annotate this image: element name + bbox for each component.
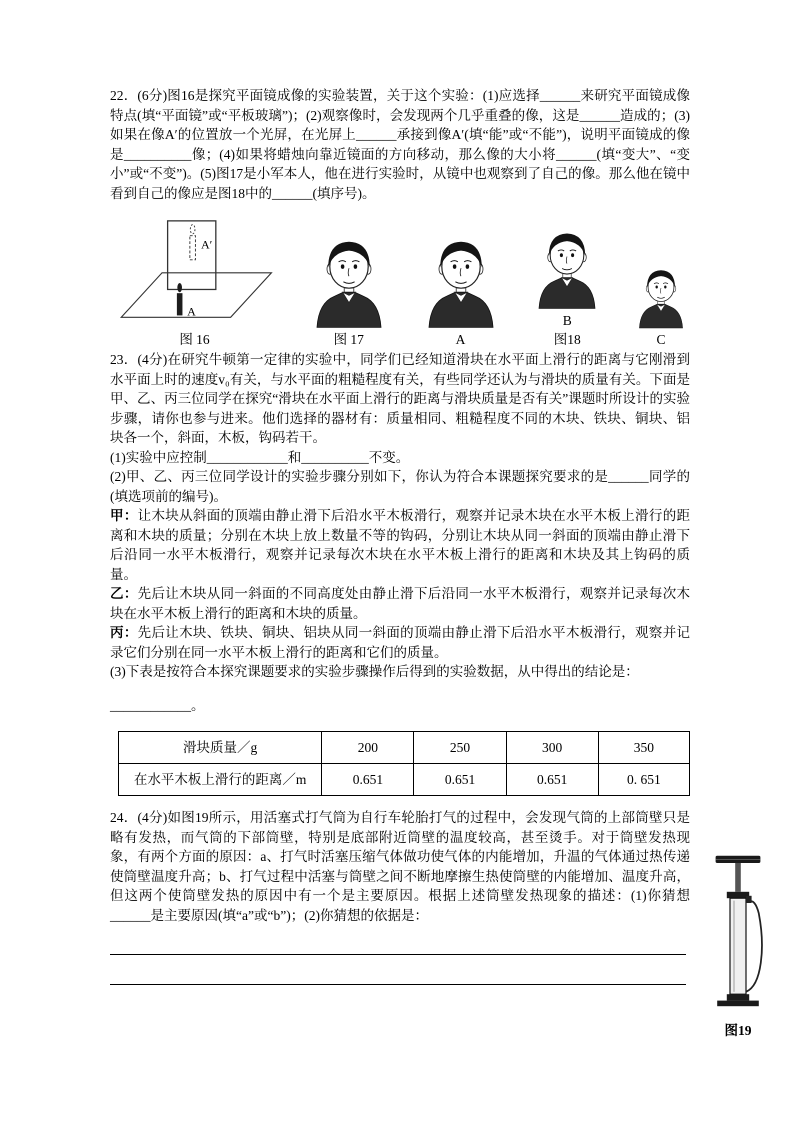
table-cell-mass-label: 滑块质量／g — [119, 732, 322, 764]
figure-16-caption: 图 16 — [179, 332, 210, 347]
step-bing-text: 先后让木块、铁块、铜块、铝块从同一斜面的顶端由静止滑下后沿水平木板滑行，观察并记录它们分别在同一水平木板上滑行的距离和它们的质量。 — [110, 625, 691, 660]
face-a-label: A — [455, 332, 466, 347]
table-cell: 300 — [506, 732, 598, 764]
figure-17-caption: 图 17 — [333, 332, 364, 347]
table-cell: 0.651 — [506, 764, 598, 796]
answer-line — [110, 955, 686, 985]
experiment-data-table — [118, 731, 690, 796]
figure-16 — [112, 211, 277, 348]
face-c-label: C — [656, 332, 666, 347]
fig16-object-candle-label: A — [187, 304, 196, 319]
step-jia-label: 甲： — [110, 508, 138, 523]
figure-19 — [698, 850, 778, 1039]
figure-18-face-b — [532, 229, 602, 348]
table-cell-distance-label: 在水平木板上滑行的距离／m — [119, 764, 322, 796]
question-23-intro: 23．(4分)在研究牛顿第一定律的实验中，同学们已经知道滑块在水平面上滑行的距离与它刚滑到水平面上时的速度v₀有关，与水平面的粗糙程度有关，有些同学还认为与滑块的质量有关。下面是甲、乙、丙三位同学在探究“滑块在水平面上滑行的距离与滑块质量是否有关”课题时所设计的实验步骤，请你也参与进来。他们选择的器材有：质量相同、粗糙程度不同的木块、铁块、铜块、铝块各一个，斜面，木板，钩码若干。 — [110, 352, 690, 445]
table-cell: 0.651 — [414, 764, 506, 796]
figure-18-face-a — [421, 237, 501, 348]
step-jia-text: 让木块从斜面的顶端由静止滑下后沿水平木板滑行，观察并记录木块在水平木板上滑行的距离和木块的质量；分别在木块上放上数量不等的钩码，分别让木块从同一斜面的顶端由静止滑下后沿同一水平木板滑行，观察并记录每次木块在水平木板上滑行的距离和木块及其上钩码的质量。 — [110, 508, 691, 582]
step-yi-label: 乙： — [110, 586, 138, 601]
figure-19-pump — [706, 850, 770, 1020]
content-column — [110, 86, 690, 985]
face-a-boy — [421, 237, 501, 329]
answer-line — [110, 925, 686, 955]
table-cell: 0. 651 — [598, 764, 689, 796]
step-bing-label: 丙： — [110, 625, 138, 640]
question-23-item1: (1)实验中应控制____________和__________不变。 — [110, 449, 410, 465]
question-24-text: 24．(4分)如图19所示，用活塞式打气筒为自行车轮胎打气的过程中，会发现气筒的上部筒壁只是略有发热，而气筒的下部筒壁，特别是底部附近筒壁的温度较高，甚至烫手。对于筒壁发热现象，有两个方面的原因：a、打气时活塞压缩气体做功使气体的内能增加，升温的气体通过热传递使筒壁温度升高；b、打气过程中活塞与筒壁之间不断地摩擦生热使筒壁的内能增加、温度升高，但这两个使筒壁发热的原因中有一个是主要原因。根据上述筒壁发热现象的描述：(1)你猜想______是主要原因(填“a”或“b”)；(2)你猜想的依据是： — [110, 810, 690, 923]
face-c-boy — [634, 267, 688, 329]
table-row-distance — [119, 764, 690, 796]
question-22-text: 22．(6分)图16是探究平面镜成像的实验装置，关于这个实验：(1)应选择______来研究平面镜成像特点(填“平面镜”或“平板玻璃”)；(2)观察像时，会发现两个几乎重叠的像，这是______造成的；(3)如果在像A′的位置放一个光屏，在光屏上______承接到像A′(填“能”或“不能”)，说明平面镜成的像是__________像；(4)如果将蜡烛向靠近镜面的方向移动，那么像的大小将______(填“变大”、“变小”或“不变”)。(5)图17是小军本人，他在进行实验时，从镜中也观察到了自己的像。那么他在镜中看到自己的像应是图18中的______(填序号)。 — [110, 88, 690, 201]
face-b-boy — [532, 229, 602, 310]
step-jia — [110, 506, 690, 584]
table-cell: 250 — [414, 732, 506, 764]
figures-row — [112, 211, 688, 348]
figure-17 — [309, 237, 389, 348]
figure-16-diagram — [112, 211, 277, 329]
step-bing — [110, 623, 690, 662]
fig16-image-candle-label: A′ — [200, 237, 213, 252]
step-yi — [110, 584, 690, 623]
question-23-item3: (3)下表是按符合本探究课题要求的实验步骤操作后得到的实验数据，从中得出的结论是： — [110, 664, 639, 679]
table-cell: 0.651 — [322, 764, 414, 796]
table-cell: 350 — [598, 732, 689, 764]
table-row-mass — [119, 732, 690, 764]
step-yi-text: 先后让木块从同一斜面的不同高度处由静止滑下后沿同一水平木板滑行，观察并记录每次木块在水平木板上滑行的距离和木块的质量。 — [110, 586, 691, 621]
figure-18-caption: 图18 — [553, 332, 581, 347]
face-b-label: B — [562, 313, 572, 328]
question-23-item2: (2)甲、乙、丙三位同学设计的实验步骤分别如下，你认为符合本课题探究要求的是______同学的(填选项前的编号)。 — [110, 469, 690, 504]
figure-19-caption: 图19 — [724, 1023, 752, 1038]
figure-17-boy — [309, 237, 389, 329]
conclusion-blank-line: ____________。 — [110, 697, 205, 713]
table-cell: 200 — [322, 732, 414, 764]
figure-18-face-c — [634, 267, 688, 348]
